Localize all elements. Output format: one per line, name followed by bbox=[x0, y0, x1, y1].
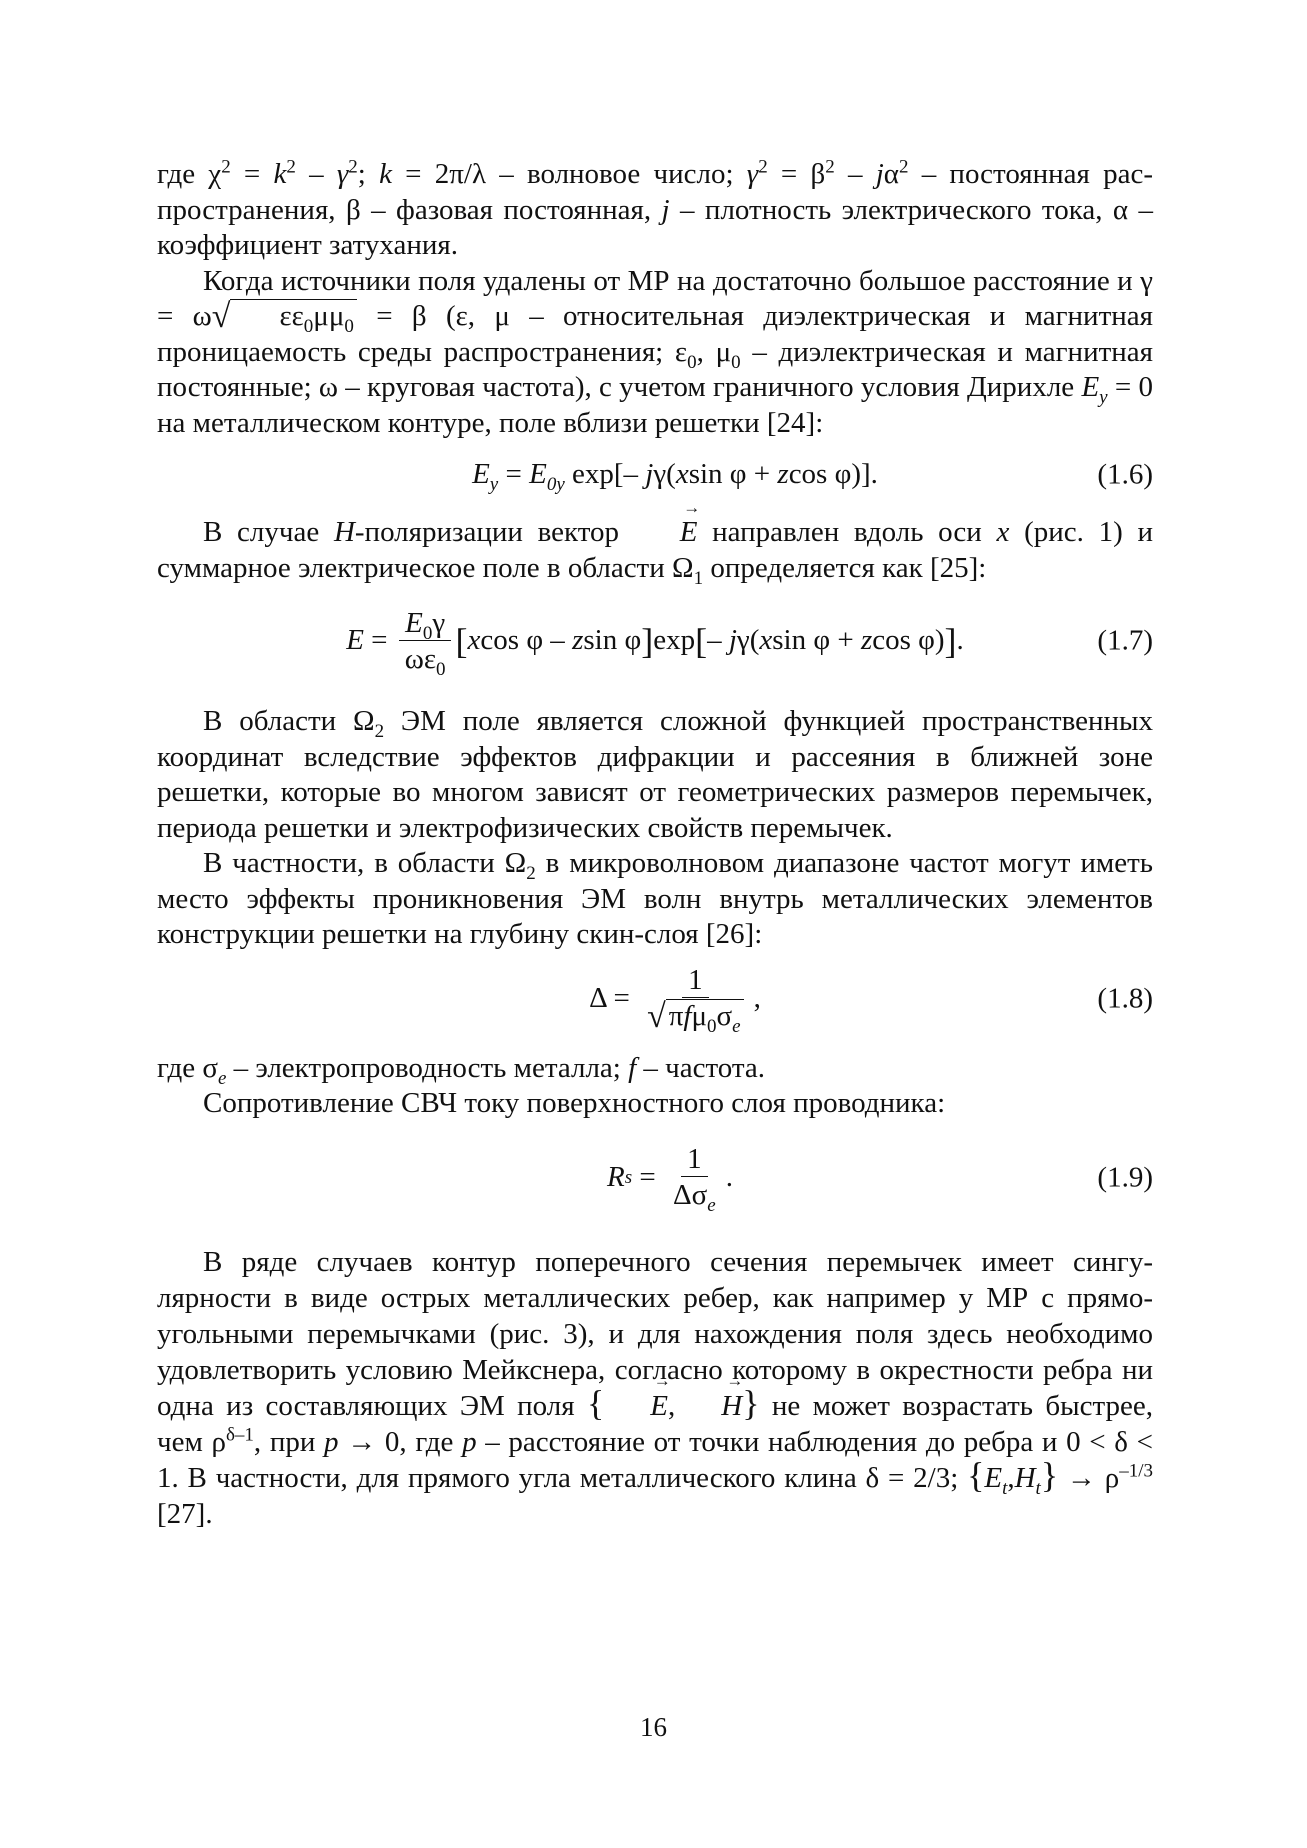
text: В частности, в области Ω bbox=[203, 847, 527, 879]
text: εε bbox=[279, 300, 304, 332]
text: – электропроводность металла; bbox=[226, 1051, 629, 1084]
symbol: k bbox=[273, 158, 287, 190]
numerator bbox=[399, 606, 451, 644]
text: = bbox=[363, 624, 395, 657]
symbol: j bbox=[728, 624, 737, 657]
text: – плотность электрического тока, α – коэффициент затухания. bbox=[157, 193, 1153, 261]
symbol: E bbox=[984, 1461, 1003, 1494]
text: не может возрастать быстрее, чем ρ bbox=[157, 1389, 1154, 1458]
text: направлен вдоль оси bbox=[697, 516, 997, 548]
bracket: [ bbox=[455, 621, 468, 661]
denominator bbox=[667, 1177, 722, 1216]
radical-sign: √ bbox=[647, 998, 666, 1035]
bracket: ] bbox=[641, 621, 654, 661]
superscript: δ–1 bbox=[225, 1423, 254, 1445]
text: где χ bbox=[157, 158, 222, 190]
equation-body bbox=[472, 457, 878, 496]
numerator: 1 bbox=[682, 963, 709, 998]
text: γ( bbox=[736, 624, 760, 657]
paragraph-h-polarization bbox=[157, 515, 1153, 589]
text: → ρ bbox=[1058, 1461, 1120, 1494]
denominator bbox=[641, 998, 750, 1037]
equation-number: (1.8) bbox=[1097, 981, 1153, 1014]
fraction bbox=[667, 1142, 722, 1216]
radicand bbox=[666, 999, 744, 1037]
radicand bbox=[230, 299, 356, 337]
text: ЭМ поле является сложной функцией пространственных координат вследствие эффектов дифракции и рассеяния в ближней зоне решетки, которые во многом зависят от геометрических размеров перемычек, периода решетки и электрофизических свойств перемычек. bbox=[157, 705, 1153, 844]
text: В ряде случаев контур поперечного сечения перемычек имеет сингулярности в виде острых металлических ребер, как например у МР с прямоугольными перемычками (рис. 3), и для нахождения поля здесь необходимо удовлетворить условию Мейкснера, согласно которому в окрестности ребра ни одна из составляющих ЭМ поля bbox=[157, 1245, 1153, 1422]
text: Δ = bbox=[589, 981, 638, 1014]
text: , bbox=[667, 1389, 676, 1422]
text: sin φ + bbox=[688, 458, 778, 491]
text: где σ bbox=[157, 1051, 218, 1084]
text: = 2π/λ – волновое число; bbox=[391, 158, 747, 190]
symbol: p bbox=[324, 1425, 339, 1458]
text: (рис. 1) и суммарное электрическое поле в области Ω bbox=[157, 516, 1153, 584]
equation-1-7 bbox=[157, 586, 1153, 696]
bracket: [ bbox=[695, 621, 708, 661]
text: – частота. bbox=[636, 1051, 766, 1084]
superscript: 2 bbox=[348, 156, 358, 178]
text: [27]. bbox=[157, 1497, 213, 1530]
text: – диэлектрическая и магнитная постоянные; ω – круговая частота), с учетом граничного условия Дирихле bbox=[157, 335, 1153, 403]
denominator bbox=[399, 641, 452, 680]
paragraph-surface-resistance bbox=[157, 1086, 1153, 1122]
text: exp[– bbox=[564, 458, 646, 491]
subscript: y bbox=[489, 474, 499, 496]
subscript: 0 bbox=[422, 622, 433, 644]
text: = bbox=[230, 158, 274, 190]
paragraph-sigma-definition bbox=[157, 1051, 1153, 1087]
equation-1-9 bbox=[157, 1122, 1153, 1234]
text: , μ bbox=[696, 335, 732, 368]
text: В случае bbox=[203, 516, 334, 548]
text: – bbox=[707, 624, 729, 657]
text: = bbox=[632, 1160, 663, 1193]
text: , bbox=[753, 981, 761, 1014]
symbol: γ bbox=[336, 158, 349, 190]
text: – расстояние от точки наблюдения до ребра и 0 < δ < 1. В частности, для прямого угла металлического клина δ = 2/3; bbox=[157, 1425, 1153, 1494]
text: определяется как [25]: bbox=[703, 551, 987, 584]
text: В области Ω bbox=[203, 705, 375, 737]
symbol: μ bbox=[691, 1000, 708, 1032]
symbol: f bbox=[683, 1000, 692, 1032]
subscript: 0 bbox=[303, 315, 314, 337]
symbol: E bbox=[1081, 371, 1100, 403]
subscript: t bbox=[1002, 1477, 1008, 1499]
bracket: } bbox=[742, 1382, 760, 1423]
inline-formula: γ = ω bbox=[157, 264, 1153, 332]
fraction bbox=[399, 606, 452, 680]
symbol: j bbox=[645, 458, 654, 491]
text: -поляризации вектор bbox=[354, 516, 634, 548]
paragraph-region-omega-2 bbox=[157, 704, 1153, 846]
inline-formula: = β bbox=[356, 300, 427, 332]
vector-symbol: → E bbox=[634, 515, 698, 551]
text: cos φ) bbox=[872, 624, 945, 657]
symbol: E bbox=[472, 458, 490, 491]
numerator: 1 bbox=[681, 1142, 708, 1177]
symbol: π bbox=[668, 1000, 684, 1032]
paragraph-far-field-conditions bbox=[157, 264, 1153, 442]
text: – bbox=[834, 158, 876, 190]
text: , bbox=[1007, 1461, 1015, 1494]
subscript: e bbox=[707, 1194, 716, 1216]
text: cos φ – bbox=[480, 624, 573, 657]
subscript: y bbox=[1099, 386, 1108, 408]
equation-number: (1.9) bbox=[1097, 1160, 1153, 1193]
text: ; bbox=[357, 158, 380, 190]
subscript: 0 bbox=[344, 315, 354, 337]
text: . bbox=[956, 624, 964, 657]
text: γ( bbox=[653, 458, 676, 491]
bracket: { bbox=[967, 1454, 985, 1495]
fraction bbox=[641, 963, 750, 1037]
superscript: 2 bbox=[825, 156, 835, 178]
subscript: t bbox=[1035, 1477, 1041, 1499]
equation-number: (1.6) bbox=[1097, 458, 1153, 491]
equation-body bbox=[589, 963, 761, 1037]
symbol: γ bbox=[746, 158, 759, 190]
text: ωε bbox=[404, 642, 437, 675]
symbol: z bbox=[860, 624, 873, 657]
paragraph-meixner-condition bbox=[157, 1244, 1153, 1532]
text: Δσ bbox=[673, 1179, 708, 1211]
vector-symbol: → H bbox=[675, 1388, 742, 1424]
equation-1-8 bbox=[157, 953, 1153, 1045]
text: = 0 на металлическом контуре, поле вблизи решетки [24]: bbox=[157, 371, 1154, 439]
symbol: f bbox=[628, 1051, 637, 1084]
symbol: z bbox=[572, 624, 584, 657]
symbol: j bbox=[875, 158, 884, 190]
symbol: σ bbox=[716, 1000, 733, 1032]
text: → 0, где bbox=[338, 1425, 463, 1458]
text: Сопротивление СВЧ току поверхностного слоя проводника: bbox=[203, 1087, 946, 1119]
page-body bbox=[157, 157, 1153, 1532]
text: – постоянная распространения, β – фазовая постоянная, bbox=[157, 158, 1154, 226]
subscript: 0 bbox=[436, 658, 446, 680]
symbol: x bbox=[675, 458, 689, 491]
symbol: E bbox=[405, 606, 423, 639]
subscript: 0 bbox=[731, 351, 741, 373]
subscript: 0y bbox=[546, 474, 565, 496]
text: sin φ + bbox=[772, 624, 861, 657]
text: (ε, μ – относительная диэлектрическая и магнитная проницаемость среды распространения; ε bbox=[157, 300, 1153, 368]
text: α bbox=[883, 158, 899, 190]
bracket: ] bbox=[944, 621, 957, 661]
symbol: x bbox=[759, 624, 773, 657]
text: cos φ)]. bbox=[788, 458, 878, 491]
symbol: γ bbox=[432, 606, 446, 639]
equation-body: R s = $\frac{1}{\Delta\sigma_e}$ . bbox=[607, 1143, 733, 1216]
symbol: k bbox=[379, 158, 392, 190]
subscript: e bbox=[732, 1015, 741, 1037]
bracket: { bbox=[586, 1382, 605, 1423]
page-number: 16 bbox=[640, 1712, 667, 1742]
subscript: 0 bbox=[707, 1015, 717, 1037]
text: в микроволновом диапазоне частот могут иметь место эффекты проникновения ЭМ волн внутрь металлических элементов конструкции решетки на глубину скин-слоя [26]: bbox=[157, 847, 1154, 950]
superscript: –1/3 bbox=[1119, 1459, 1153, 1481]
text: exp bbox=[653, 624, 696, 657]
text: – bbox=[295, 158, 337, 190]
paragraph-skin-effect bbox=[157, 846, 1153, 953]
subscript: 0 bbox=[687, 351, 697, 373]
superscript: 2 bbox=[286, 156, 296, 178]
text: Когда источники поля удалены от МР на достаточно большое расстояние и bbox=[203, 264, 1141, 297]
paragraph-dispersion-definitions bbox=[157, 157, 1153, 264]
radical-sign: √ bbox=[211, 298, 231, 335]
symbol: p bbox=[462, 1425, 477, 1458]
vector-symbol: → E bbox=[604, 1388, 668, 1424]
symbol: j bbox=[661, 193, 670, 226]
text: . bbox=[725, 1160, 733, 1193]
subscript: 2 bbox=[374, 720, 385, 742]
subscript: 2 bbox=[526, 862, 536, 884]
bracket: } bbox=[1040, 1454, 1059, 1495]
symbol: H bbox=[333, 516, 355, 548]
symbol: R bbox=[607, 1160, 625, 1193]
symbol: x bbox=[467, 624, 481, 657]
superscript: 2 bbox=[898, 156, 909, 178]
superscript: 2 bbox=[758, 156, 768, 178]
text: , при bbox=[253, 1425, 325, 1458]
equation-number: (1.7) bbox=[1097, 624, 1153, 657]
text: μμ bbox=[313, 300, 345, 332]
symbol: H bbox=[1014, 1461, 1036, 1494]
subscript: 1 bbox=[693, 567, 704, 589]
symbol: x bbox=[996, 516, 1010, 548]
superscript: 2 bbox=[221, 156, 231, 178]
text: sin φ bbox=[583, 624, 642, 657]
symbol: z bbox=[777, 458, 789, 491]
text: = bbox=[498, 458, 530, 491]
equation-body bbox=[346, 606, 964, 680]
symbol: E bbox=[346, 624, 364, 657]
text: = β bbox=[767, 158, 826, 190]
symbol: E bbox=[529, 458, 547, 491]
subscript: e bbox=[217, 1067, 227, 1089]
